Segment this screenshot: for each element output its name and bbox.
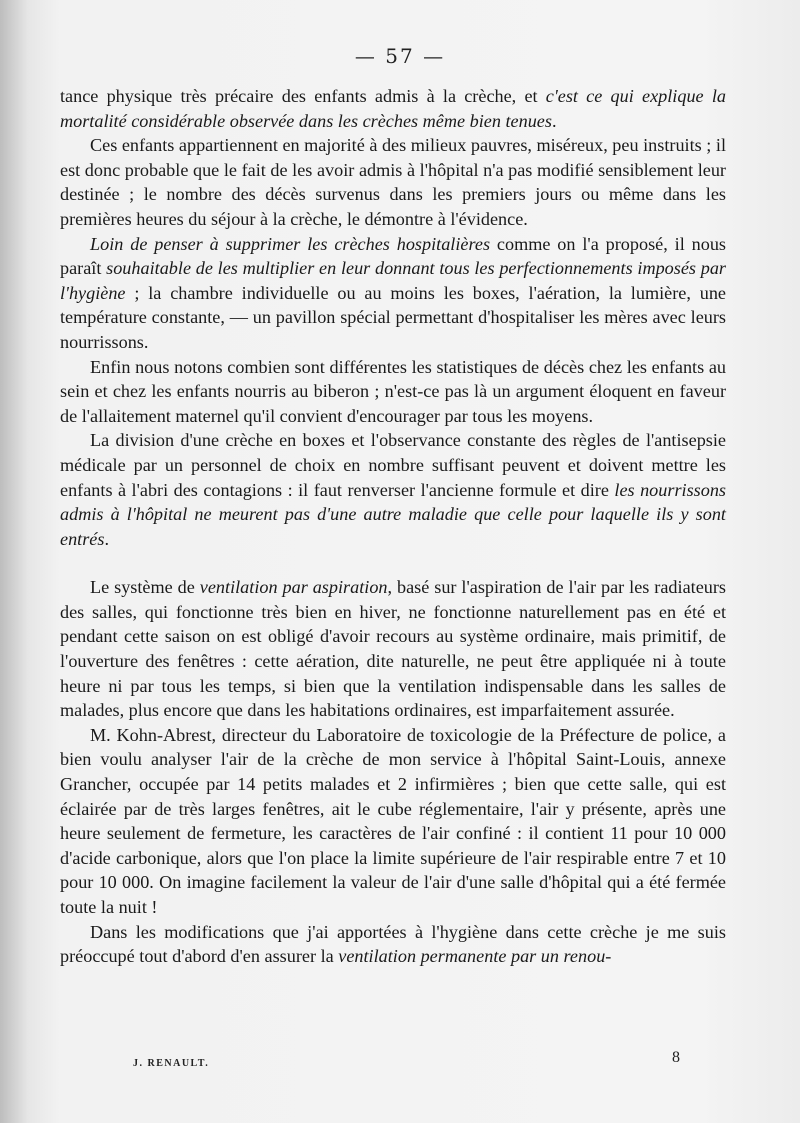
paragraph [60,920,726,969]
paragraph [60,723,726,920]
italic-run: ventilation permanente par un renou- [338,946,612,967]
text-run: Ces enfants appartiennent en majorité à des milieux pauvres, miséreux, peu instruits ; il est donc probable que le fait de les avoir admis à l'hôpital n'a pas modifié sensiblement leur destinée ; le nombre des décès survenus dans les premiers jours ou même dans les premières heures du séjour à la crèche, le démontre à l'évidence. [60,135,726,229]
paragraph [60,575,726,723]
text-run: Dans les modifications que j'ai apportées à l'hygiène dans cette crèche je me suis préoccupé tout d'abord d'en assurer la [60,921,726,967]
text-run: La division d'une crèche en boxes et l'observance constante des règles de l'antisepsie médicale par un personnel de choix en nombre suffisant peuvent et doivent mettre les enfants à l'abri des contagions : il faut renverser l'ancienne formule et dire [60,430,726,500]
italic-run: ventilation par aspiration [199,577,388,598]
paragraph [60,428,726,551]
footer-author: J. RENAULT. [133,1058,210,1069]
body-text [60,84,726,969]
text-run: comme on l'a proposé, il nous paraît [60,233,726,279]
italic-run: c'est ce qui explique la mortalité considérable observée dans les crèches même bien tenues [60,86,726,131]
text-run: . [104,528,109,549]
text-run: Le système de [90,577,200,598]
paragraph [60,232,726,355]
paragraph [60,133,726,231]
signature-mark: 8 [672,1049,680,1066]
section-gap [60,551,726,575]
text-run: , basé sur l'aspiration de l'air par les radiateurs des salles, qui fonctionne très bien en hiver, ne fonctionne naturellement pas en été et pendant cette saison on est obligé d'avoir recours au système ordinaire, mais primitif, de l'ouverture des fenêtres : cette aération, dite naturelle, ne peut être appliquée ni à toute heure ni par tous les temps, si bien que la ventilation indispensable dans les salles de malades, plus encore que dans les habitations ordinaires, est imparfaitement assurée. [60,577,727,721]
text-run: Enfin nous notons combien sont différentes les statistiques de décès chez les enfants au sein et chez les enfants nourris au biberon ; n'est-ce pas là un argument éloquent en faveur de l'allaitement maternel qu'il convient d'encourager par tous les moyens. [60,356,726,426]
paragraph [60,355,726,429]
italic-run: Loin de penser à supprimer les crèches hospitalières [90,233,491,254]
text-run: ; la chambre individuelle ou au moins les boxes, l'aération, la lumière, une température constante, — un pavillon spécial permettant d'hospitaliser les mères avec leurs nourrissons. [60,282,726,352]
italic-run: souhaitable de les multiplier en leur donnant tous les perfectionnements imposés par l'hygiène [60,258,726,303]
paragraph [60,84,726,133]
page-number: — 57 — [354,44,446,68]
text-run: M. Kohn-Abrest, directeur du Laboratoire de toxicologie de la Préfecture de police, a bien voulu analyser l'air de la crèche de mon service à l'hôpital Saint-Louis, annexe Grancher, occupée par 14 petits malades et 2 infirmières ; bien que cette salle, qui est éclairée par de très larges fenêtres, ait le cube réglementaire, l'air y présente, après une heure seulement de fermeture, les caractères de l'air confiné : il contient 11 pour 10 000 d'acide carbonique, alors que l'on place la limite supérieure de l'air respirable entre 7 et 10 pour 10 000. On imagine facilement la valeur de l'air d'une salle d'hôpital qui a été fermée toute la nuit ! [60,724,726,917]
italic-run: les nourrissons admis à l'hôpital ne meurent pas d'une autre maladie que celle pour laquelle ils y sont entrés [60,479,726,549]
text-run: . [551,110,557,131]
text-run: tance physique très précaire des enfants admis à la crèche, et [60,86,546,106]
